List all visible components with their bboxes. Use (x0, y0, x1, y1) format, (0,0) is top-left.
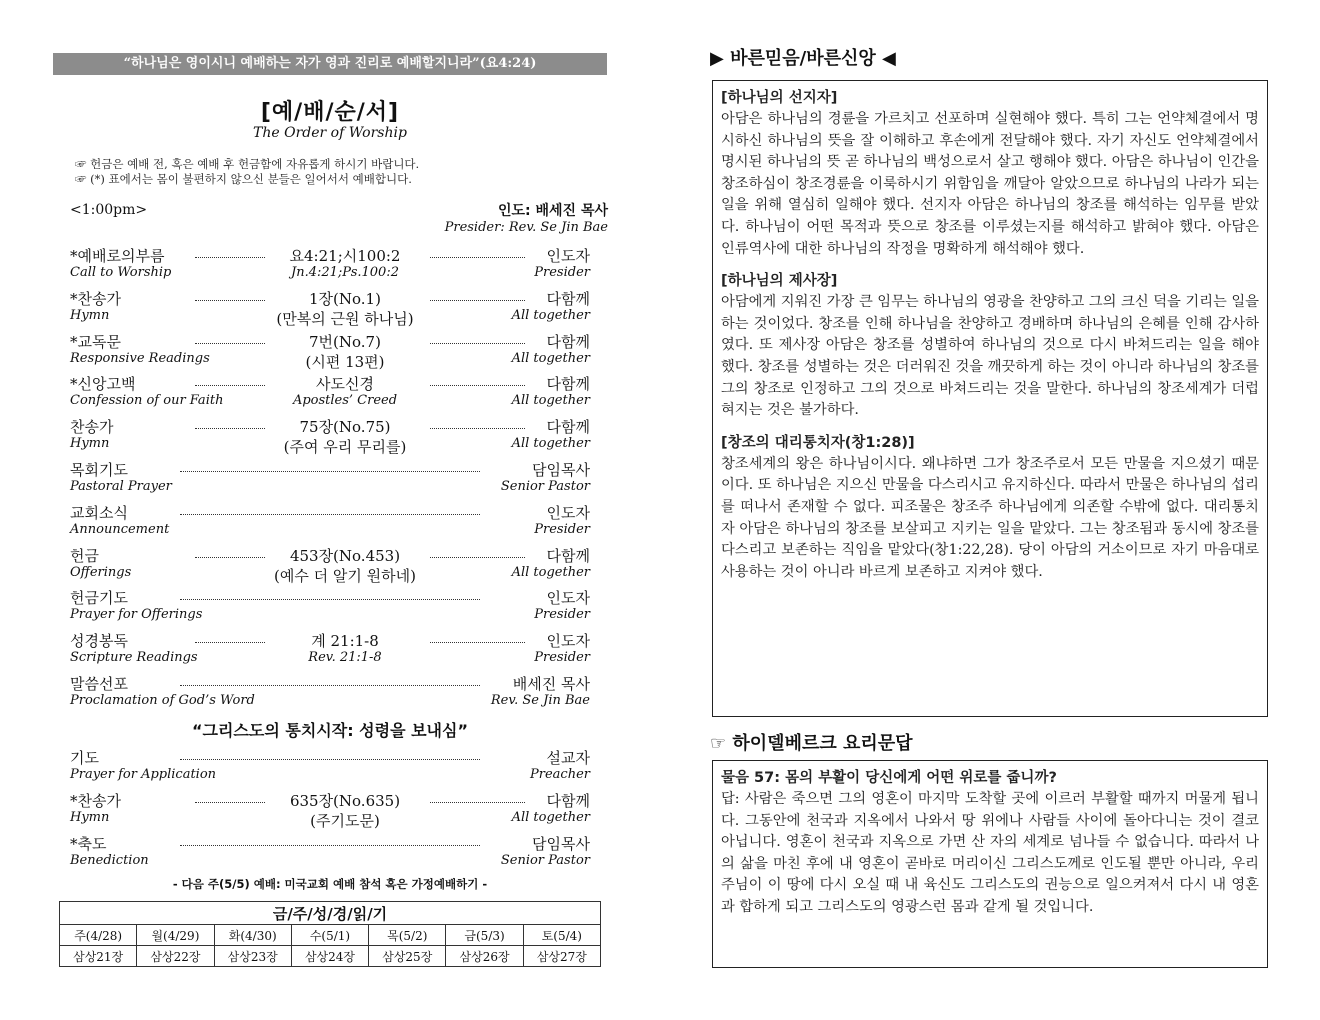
item-label-ko: *찬송가 (70, 289, 121, 308)
item-leader-en: All together (511, 564, 590, 580)
item-leader-ko: 배세진 목사 (512, 675, 590, 693)
reading-passage: 삼상27장 (523, 946, 600, 967)
answer: 답: 사람은 죽으면 그의 영혼이 마지막 도착할 곳에 이르러 부활할 때까지 머물게 됩니다. 그동안에 천국과 지옥에서 나와서 땅 위에나 사람들 사이에 돌아다니는 것이 결코 아닙니다. 영혼이 천국과 지옥으로 가면 산 자의 세계로 넘나들 수 없습니다. 따라서 나의 삶을 마친 후에 내 영혼이 곧바로 머리이신 그리스도께로 인도될 뿐만 아니라, 우리 주님이 이 땅에 다시 오실 때 내 육신도 그리스도의 권능으로 일으켜져서 다시 내 영혼과 합하게 되고 그리스도의 영광스런 몸과 같게 될 것입니다. (721, 791, 1259, 915)
order-item (70, 630, 590, 670)
dot-leader (195, 300, 265, 301)
item-leader (512, 373, 590, 408)
item-leader (512, 331, 590, 366)
item-label-ko: 교회소식 (70, 503, 128, 522)
reading-passage: 삼상23장 (214, 946, 291, 967)
item-leader-en: All together (511, 307, 590, 323)
item-leader-ko: 담임목사 (532, 834, 590, 853)
item-leader-ko: 인도자 (546, 589, 590, 608)
item-label (70, 630, 198, 665)
item-leader-en: Presider (534, 521, 590, 537)
item-leader-ko: 다함께 (546, 289, 590, 308)
catechism-box (712, 760, 1268, 968)
item-leader-ko: 인도자 (546, 247, 590, 265)
item-label (70, 833, 149, 868)
faith-heading: ▶ 바른믿음/바른신앙 ◀ (710, 48, 896, 69)
item-leader (501, 459, 590, 494)
item-leader-en: Presider (534, 265, 590, 280)
item-leader (534, 502, 590, 537)
reading-day: 화(4/30) (214, 925, 291, 946)
order-item (70, 459, 590, 499)
order-item (70, 331, 590, 371)
reading-passage: 삼상21장 (60, 946, 137, 967)
reading-day: 월(4/29) (137, 925, 214, 946)
item-label-ko: 찬송가 (70, 418, 114, 437)
item-leader-en: Presider (534, 650, 590, 666)
order-item (70, 373, 590, 413)
catechism-heading: ☞ 하이델베르크 요리문답 (710, 733, 913, 754)
item-label-en: Hymn (70, 809, 110, 825)
section-title: [창조의 대리통치자(창1:28)] (721, 434, 915, 451)
service-leader (445, 200, 608, 235)
item-leader (512, 416, 590, 451)
item-leader-ko: 다함께 (546, 332, 590, 351)
dot-leader (430, 642, 525, 643)
item-leader-en: Senior Pastor (500, 479, 590, 494)
reading-passage: 삼상22장 (137, 946, 214, 967)
item-leader (512, 545, 590, 580)
section-body: 아담에게 지워진 가장 큰 임무는 하나님의 영광을 찬양하고 그의 크신 덕을 기리는 일을 하는 것이었다. 창조를 인해 하나님을 찬양하고 경배하며 하나님의 은혜를 인해 감사하였다. 또 제사장 아담은 창조를 성별하여 하나님의 것으로 다시 바쳐드리는 일을 해야 했다. 창조를 성별하는 것은 더러워진 것을 깨끗하게 하는 것이 아니라 하나님의 창조를 그의 창조로 인정하고 그의 것으로 바쳐드리는 것을 말한다. 하나님의 창조세계가 더럽혀지는 것은 불가하다. (721, 294, 1259, 419)
item-content-sub: (주여 우리 무리를) (283, 438, 407, 457)
reading-day: 금(5/3) (446, 925, 523, 946)
dot-leader (430, 300, 525, 301)
note: ☞ (*) 표에서는 몸이 불편하지 않으신 분들은 일어서서 예배합니다. (75, 172, 412, 186)
item-content-sub: (시편 13편) (305, 352, 385, 371)
item-content-main: 7번(No.7) (309, 332, 381, 351)
order-item (70, 790, 590, 830)
item-leader-en: Senior Pastor (500, 852, 590, 868)
dot-leader (180, 514, 480, 515)
item-label-en: Call to Worship (70, 265, 172, 280)
item-label-ko: 목회기도 (70, 461, 128, 479)
item-leader (534, 245, 590, 280)
note: ☞ 헌금은 예배 전, 혹은 예배 후 헌금함에 자유롭게 하시기 바랍니다. (75, 157, 420, 171)
item-label (70, 331, 210, 366)
item-label-ko: 기도 (70, 749, 99, 767)
item-label (70, 747, 216, 782)
dot-leader (195, 343, 265, 344)
dot-leader (430, 385, 525, 386)
item-leader-ko: 다함께 (546, 418, 590, 437)
item-leader (534, 630, 590, 665)
dot-leader (180, 845, 480, 846)
dot-leader (430, 343, 525, 344)
weekly-reading-table (59, 901, 601, 967)
item-leader (491, 673, 590, 708)
item-label (70, 545, 131, 580)
item-leader-en: Rev. Se Jin Bae (490, 693, 590, 708)
item-content-main: 계 21:1-8 (311, 632, 379, 651)
order-item (70, 545, 590, 585)
item-content (240, 373, 450, 408)
item-content-sub: (만복의 근원 하나님) (276, 309, 414, 328)
reading-day: 목(5/2) (369, 925, 446, 946)
item-label-en: Hymn (70, 307, 110, 323)
item-content-main: 사도신경 (316, 375, 374, 394)
item-label-ko: *교독문 (70, 332, 121, 351)
item-label (70, 502, 169, 537)
item-content-main: 요4:21;시100:2 (289, 247, 401, 265)
sermon-heading: “그리스도의 통치시작: 성령을 보내심” (192, 721, 468, 740)
item-leader (534, 587, 590, 622)
item-label-en: Proclamation of God’s Word (70, 693, 255, 708)
item-label-en: Confession of our Faith (70, 393, 224, 409)
item-leader-en: All together (511, 393, 590, 409)
item-content (240, 790, 450, 831)
item-content (240, 288, 450, 329)
order-item (70, 673, 590, 713)
section-title: [하나님의 선지자] (721, 90, 838, 106)
item-label-en: Scripture Readings (70, 650, 198, 666)
dot-leader (195, 428, 265, 429)
item-content (240, 545, 450, 586)
item-label (70, 373, 223, 408)
item-label-ko: *찬송가 (70, 791, 121, 810)
item-label-en: Offerings (70, 564, 132, 580)
item-leader-ko: 담임목사 (532, 461, 590, 479)
item-content-main: 1장(No.1) (309, 289, 381, 308)
item-content-sub: (예수 더 알기 원하네) (274, 566, 416, 585)
reading-title: 금/주/성/경/읽/기 (60, 902, 601, 925)
item-leader (501, 833, 590, 868)
dot-leader (195, 385, 265, 386)
item-leader-en: All together (511, 436, 590, 452)
item-label-ko: 헌금기도 (70, 589, 128, 608)
item-label (70, 790, 121, 825)
item-content-sub: Jn.4:21;Ps.100:2 (291, 265, 399, 280)
item-label-ko: *축도 (70, 834, 107, 853)
order-item (70, 833, 590, 873)
order-item (70, 502, 590, 542)
item-label-ko: 말씀선포 (70, 675, 128, 693)
item-leader-en: All together (511, 350, 590, 366)
item-label-en: Responsive Readings (70, 350, 210, 366)
leader-ko: 인도: 배세진 목사 (497, 203, 608, 219)
scripture-banner: “하나님은 영이시니 예배하는 자가 영과 진리로 예배할지니라”(요4:24) (53, 53, 607, 75)
order-item (70, 245, 590, 285)
reading-passages-row (60, 946, 601, 967)
item-content (240, 331, 450, 372)
leader-en: Presider: Rev. Se Jin Bae (444, 220, 608, 235)
item-content-sub: (주기도문) (310, 811, 380, 830)
section-title: [하나님의 제사장] (721, 273, 838, 290)
section-body: 아담은 하나님의 경륜을 가르치고 선포하며 실현해야 했다. 특히 그는 언약체결에서 명시하신 하나님의 뜻을 잘 이해하고 후손에게 전달해야 했다. 자기 자신도 언약체결에서 명시된 하나님의 뜻 곧 하나님의 백성으로서 살고 행해야 했다. 아담은 하나님이 인간을 창조하심이 창조경륜을 이룩하시기 위함임을 깨달아 알았으므로 하나님의 나라가 되는 일을 위해 열심히 일해야 했다. 선지자 아담은 하나님의 창조를 해석하는 임무를 받았다. 하나님이 어떤 목적과 뜻으로 창조를 이루셨는지를 해석하고 밝혀야 했다. 아담은 인류역사에 대한 하나님의 작정을 명확하게 해석해야 했다. (721, 111, 1259, 257)
item-label-en: Benediction (70, 852, 149, 868)
reading-day: 주(4/28) (60, 925, 137, 946)
reading-days-row (60, 925, 601, 946)
order-item (70, 587, 590, 627)
item-label (70, 288, 121, 323)
item-label-ko: *예배로의부름 (70, 247, 165, 265)
item-content-main: 635장(No.635) (289, 791, 401, 810)
order-item (70, 288, 590, 328)
item-leader-ko: 다함께 (546, 546, 590, 565)
faith-box (712, 80, 1268, 717)
item-label-ko: *신앙고백 (70, 375, 136, 394)
item-leader-ko: 다함께 (546, 375, 590, 394)
item-leader (512, 790, 590, 825)
reading-day: 수(5/1) (291, 925, 368, 946)
item-content-main: 453장(No.453) (289, 546, 401, 565)
item-content (240, 630, 450, 665)
item-leader-ko: 다함께 (546, 791, 590, 810)
item-label-en: Prayer for Application (70, 767, 217, 782)
item-label-en: Prayer for Offerings (70, 607, 203, 623)
item-content-sub: Rev. 21:1-8 (308, 650, 382, 666)
item-content (240, 416, 450, 457)
page-title: [예/배/순/서] (260, 100, 400, 125)
dot-leader (430, 802, 525, 803)
item-leader-en: All together (511, 809, 590, 825)
dot-leader (195, 557, 265, 558)
item-label (70, 245, 171, 280)
reading-passage: 삼상26장 (446, 946, 523, 967)
dot-leader (180, 759, 480, 760)
dot-leader (180, 599, 480, 600)
item-label (70, 459, 172, 494)
reading-passage: 삼상24장 (291, 946, 368, 967)
item-content-main: 75장(No.75) (299, 418, 391, 437)
dot-leader (180, 685, 480, 686)
item-leader-en: Presider (534, 607, 590, 623)
item-label-en: Hymn (70, 436, 110, 452)
question: 물음 57: 몸의 부활이 당신에게 어떤 위로를 줍니까? (721, 770, 1057, 786)
dot-leader (430, 557, 525, 558)
order-item (70, 416, 590, 456)
service-time: <1:00pm> (70, 202, 148, 218)
dot-leader (180, 471, 480, 472)
item-label-en: Announcement (70, 521, 170, 537)
dot-leader (195, 257, 265, 258)
item-label-ko: 성경봉독 (70, 632, 128, 651)
notes (75, 157, 419, 187)
dot-leader (430, 257, 525, 258)
item-leader-ko: 인도자 (546, 632, 590, 651)
item-content (240, 245, 450, 280)
reading-passage: 삼상25장 (369, 946, 446, 967)
item-label (70, 416, 113, 451)
order-item (70, 747, 590, 787)
next-week-note: - 다음 주(5/5) 예배: 미국교회 예배 참석 혹은 가정예배하기 - (172, 877, 488, 891)
reading-day: 토(5/4) (523, 925, 600, 946)
item-leader-en: Preacher (530, 767, 590, 782)
page-subtitle: The Order of Worship (253, 125, 407, 141)
section-body: 창조세계의 왕은 하나님이시다. 왜냐하면 그가 창조주로서 모든 만물을 지으셨기 때문이다. 또 하나님은 지으신 만물을 다스리시고 유지하신다. 따라서 만물은 하나님의 섭리를 떠나서 존재할 수 없다. 피조물은 창조주 하나님에게 의존할 수밖에 없다. 대리통치자 아담은 하나님의 창조를 보살피고 지키는 일을 맡았다. 그는 창조됨과 동시에 창조를 다스리고 보존하는 직임을 맡았다(창1:22,28). 당이 아담의 거소이므로 자기 마음대로 사용하는 것이 아니라 바르게 보존하고 지켜야 했다. (721, 455, 1259, 580)
item-leader (530, 747, 590, 782)
item-leader (512, 288, 590, 323)
dot-leader (195, 642, 265, 643)
item-label-ko: 헌금 (70, 546, 99, 565)
item-label-en: Pastoral Prayer (70, 479, 172, 494)
dot-leader (430, 428, 525, 429)
item-leader-ko: 인도자 (546, 503, 590, 522)
item-label (70, 587, 202, 622)
item-content-sub: Apostles’ Creed (292, 393, 398, 409)
dot-leader (195, 802, 265, 803)
item-leader-ko: 설교자 (546, 749, 590, 767)
item-label (70, 673, 255, 708)
